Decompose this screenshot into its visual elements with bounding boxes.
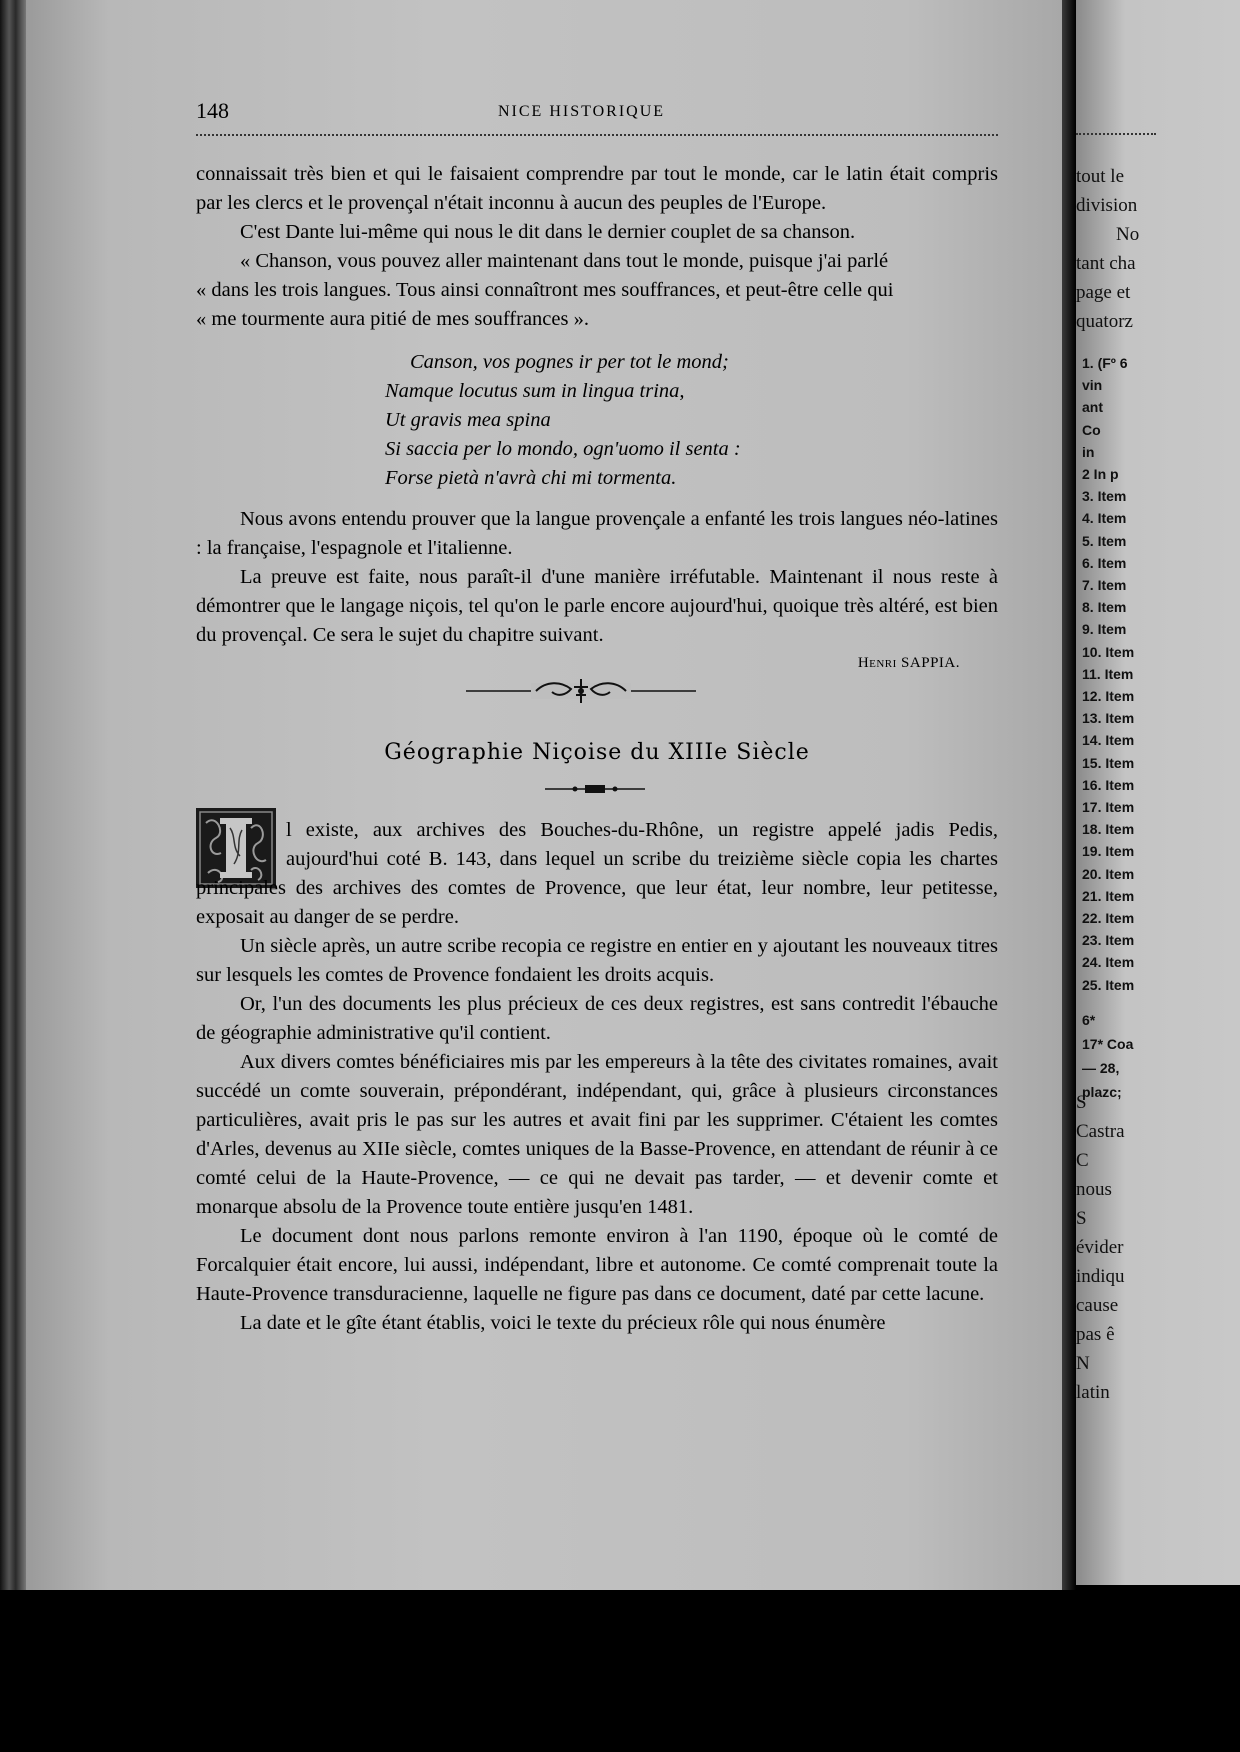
facing-page bbox=[1076, 0, 1240, 1585]
facing-note-line: 15. Item bbox=[1082, 754, 1135, 771]
facing-note-line: N bbox=[1076, 1353, 1090, 1374]
facing-note-line: cause bbox=[1076, 1295, 1119, 1316]
facing-note-line: 12. Item bbox=[1082, 688, 1135, 705]
paragraph: La preuve est faite, nous paraît-il d'une manière irréfutable. Maintenant il nous reste à démontrer que le langage niçois, tel qu'on le parle encore aujourd'hui, quoique très altéré, est bien du provençal. Ce sera le sujet du chapitre suivant. bbox=[196, 566, 998, 646]
facing-top-lines bbox=[1076, 162, 1240, 336]
facing-line: quatorz bbox=[1076, 311, 1133, 332]
quote-line: « me tourmente aura pitié de mes souffrances ». bbox=[196, 308, 589, 330]
section-ornament bbox=[466, 677, 696, 705]
facing-note-line: 11. Item bbox=[1082, 665, 1134, 682]
paragraph: C'est Dante lui-même qui nous le dit dans le dernier couplet de sa chanson. bbox=[240, 221, 856, 243]
facing-note-line: 5. Item bbox=[1082, 532, 1127, 549]
facing-note-line: nous bbox=[1076, 1179, 1112, 1200]
facing-note-line: S bbox=[1076, 1092, 1087, 1113]
facing-notes-list bbox=[1082, 352, 1134, 996]
facing-note-line: 4. Item bbox=[1082, 510, 1127, 527]
verse-line: Ut gravis mea spina bbox=[385, 409, 551, 431]
facing-note-line: 23. Item bbox=[1082, 932, 1135, 949]
title-ornament bbox=[545, 782, 645, 796]
facing-note-line: 24. Item bbox=[1082, 954, 1135, 971]
quote-line: « dans les trois langues. Tous ainsi connaîtront mes souffrances, et peut-être celle qui bbox=[196, 279, 894, 301]
facing-note-line: 6. Item bbox=[1082, 554, 1127, 571]
scan-background bbox=[0, 1590, 1240, 1752]
signature-text: Henri SAPPIA. bbox=[857, 655, 960, 671]
verse-line: Namque locutus sum in lingua trina, bbox=[385, 380, 685, 402]
facing-note-line: — 28, bbox=[1082, 1060, 1120, 1076]
facing-note-line: 20. Item bbox=[1082, 865, 1135, 882]
facing-note-line: évider bbox=[1076, 1237, 1124, 1258]
header-rule bbox=[196, 134, 998, 136]
author-signature bbox=[858, 655, 960, 672]
facing-note-line: plazc; bbox=[1082, 1084, 1122, 1100]
article-text bbox=[196, 816, 998, 1338]
facing-note-line: 17. Item bbox=[1082, 799, 1135, 816]
facing-note-line: 25. Item bbox=[1082, 976, 1135, 993]
facing-note-line: 1. (Fº 6 bbox=[1082, 355, 1128, 371]
book-spine bbox=[0, 0, 26, 1590]
facing-note-line: 19. Item bbox=[1082, 843, 1135, 860]
facing-note-line: C bbox=[1076, 1150, 1089, 1171]
verse-line: Forse pietà n'avrà chi mi tormenta. bbox=[385, 467, 677, 489]
facing-note-line: 14. Item bbox=[1082, 732, 1135, 749]
facing-note-line: indiqu bbox=[1076, 1266, 1125, 1287]
facing-line: tout le bbox=[1076, 166, 1125, 187]
paragraph: Nous avons entendu prouver que la langue provençale a enfanté les trois langues néo-latines : la française, l'espagnole et l'italienne. bbox=[196, 508, 998, 559]
facing-note-line: 18. Item bbox=[1082, 821, 1135, 838]
page-gutter-shadow bbox=[1062, 0, 1076, 1590]
facing-note-line: 22. Item bbox=[1082, 910, 1135, 927]
facing-note-line: ant bbox=[1082, 399, 1103, 416]
facing-note-line: 16. Item bbox=[1082, 776, 1135, 793]
facing-line: tant cha bbox=[1076, 253, 1136, 274]
facing-note-line: 6* bbox=[1082, 1012, 1096, 1028]
facing-line: No bbox=[1116, 224, 1140, 245]
paragraph: La date et le gîte étant établis, voici le texte du précieux rôle qui nous énumère bbox=[240, 1312, 886, 1334]
facing-note-line: 13. Item bbox=[1082, 710, 1135, 727]
paragraph: Le document dont nous parlons remonte environ à l'an 1190, époque où le comté de Forcalquier était encore, lui aussi, indépendant, libre et autonome. Ce comté comprenait toute la Haute-Provence transduracienne, laquelle ne figure pas dans ce document, daté par cette lacune. bbox=[196, 1225, 998, 1305]
facing-note-line: 10. Item bbox=[1082, 643, 1135, 660]
quote-line: « Chanson, vous pouvez aller maintenant dans tout le monde, puisque j'ai parlé bbox=[240, 250, 889, 272]
verse-line: Canson, vos pognes ir per tot le mond; bbox=[410, 351, 729, 373]
facing-note-line: pas ê bbox=[1076, 1324, 1115, 1345]
intro-text bbox=[196, 160, 998, 334]
conclusion-text bbox=[196, 505, 998, 650]
facing-note-line: in bbox=[1082, 443, 1095, 460]
facing-note-line: vin bbox=[1082, 377, 1103, 394]
article-title: Géographie Niçoise du XIIIe Siècle bbox=[384, 740, 810, 765]
facing-note-line: 8. Item bbox=[1082, 599, 1127, 616]
drop-cap-space bbox=[196, 816, 286, 868]
facing-note-line: Co bbox=[1082, 421, 1101, 438]
facing-line: page et bbox=[1076, 282, 1131, 303]
page-number: 148 bbox=[196, 98, 229, 123]
paragraph: Or, l'un des documents les plus précieux de ces deux registres, est sans contredit l'ébauche de géographie administrative qu'il contient. bbox=[196, 993, 998, 1044]
verse-line: Si saccia per lo mondo, ogn'uomo il senta : bbox=[385, 438, 741, 460]
paragraph: l existe, aux archives des Bouches-du-Rhône, un registre appelé jadis Pedis, aujourd'hui coté B. 143, dans lequel un scribe du treizième siècle copia les chartes principales des archives des comtes de Provence, que leur état, leur nombre, leur petitesse, exposait au danger de se perdre. bbox=[196, 819, 998, 928]
facing-note-line: 3. Item bbox=[1082, 488, 1127, 505]
paragraph: connaissait très bien et qui le faisaient comprendre par tout le monde, car le latin était compris par les clercs et le provençal n'était inconnu à aucun des peuples de l'Europe. bbox=[196, 163, 998, 214]
facing-note-line: 21. Item bbox=[1082, 887, 1135, 904]
facing-note-line: 7. Item bbox=[1082, 577, 1127, 594]
facing-note-line: 17* Coa bbox=[1082, 1036, 1134, 1052]
running-title: NICE HISTORIQUE bbox=[498, 103, 666, 120]
facing-note-line: Castra bbox=[1076, 1121, 1125, 1142]
facing-note-line: 2 In p bbox=[1082, 466, 1119, 483]
facing-bottom-lines bbox=[1076, 1088, 1125, 1407]
facing-note-line: 9. Item bbox=[1082, 621, 1127, 638]
facing-header-rule bbox=[1076, 133, 1156, 135]
paragraph: Aux divers comtes bénéficiaires mis par les empereurs à la tête des civitates romaines, avait succédé un comte souverain, prépondérant, indépendant, qui, grâce à plusieurs circonstances particulières, avait pris le pas sur les autres et avait fini par les supprimer. C'étaient les comtes d'Arles, devenus au XIIe siècle, comtes uniques de la Basse-Provence, en attendant de réunir à ce comté celui de la Haute-Provence, — ce qui ne devait pas tarder, — et devenir comte et monarque absolu de la Provence toute entière jusqu'en 1481. bbox=[196, 1051, 998, 1218]
facing-note-line: latin bbox=[1076, 1382, 1110, 1403]
facing-line: division bbox=[1076, 195, 1138, 216]
facing-note-line: S bbox=[1076, 1208, 1087, 1229]
paragraph: Un siècle après, un autre scribe recopia ce registre en entier en y ajoutant les nouveaux titres sur lesquels les comtes de Provence fondaient les droits acquis. bbox=[196, 935, 998, 986]
verse-block bbox=[385, 348, 741, 493]
